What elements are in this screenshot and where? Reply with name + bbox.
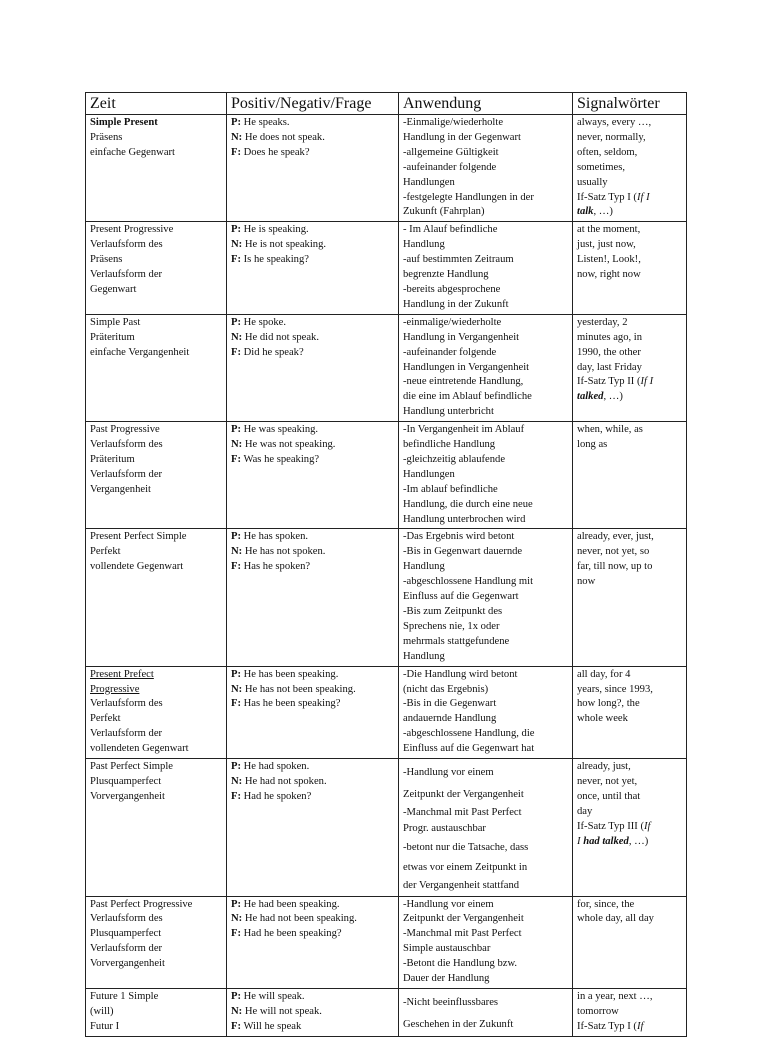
usage-line: Handlung bbox=[403, 650, 445, 662]
usage-line: Handlung bbox=[403, 239, 445, 251]
usage-line: -auf bestimmten Zeitraum bbox=[403, 254, 514, 266]
zeit-cell bbox=[86, 666, 227, 758]
usage-line: -Im ablauf befindliche bbox=[403, 483, 498, 495]
tense-line: einfache Gegenwart bbox=[90, 146, 175, 158]
usage-line: -Handlung vor einem bbox=[403, 898, 494, 910]
table-header-row bbox=[86, 93, 687, 115]
usage-line: -aufeinander folgende bbox=[403, 161, 497, 173]
signal-cell bbox=[573, 422, 687, 529]
usage-line: die eine im Ablauf befindliche bbox=[403, 391, 532, 403]
pnf-cell bbox=[227, 115, 399, 222]
table-row bbox=[86, 896, 687, 988]
usage-line: (nicht das Ergebnis) bbox=[403, 683, 489, 695]
if-clause-cont: talk, …) bbox=[577, 206, 613, 218]
usage-line: Progr. austauschbar bbox=[403, 823, 486, 835]
usage-line: -festgelegte Handlungen in der bbox=[403, 191, 534, 203]
tense-line: Plusquamperfect bbox=[90, 775, 162, 787]
negative-example: N: He has not been speaking. bbox=[231, 683, 356, 695]
signal-line: now bbox=[577, 576, 596, 588]
tense-name: Past Progressive bbox=[90, 424, 160, 436]
usage-line: begrenzte Handlung bbox=[403, 269, 489, 281]
usage-line: -allgemeine Gültigkeit bbox=[403, 146, 499, 158]
if-clause: If-Satz Typ I (If I bbox=[577, 191, 650, 203]
signal-line: never, not yet, so bbox=[577, 546, 650, 558]
usage-line: Geschehen in der Zukunft bbox=[403, 1018, 514, 1030]
tense-name: Present Prefect bbox=[90, 668, 154, 680]
signal-line: whole day, all day bbox=[577, 913, 654, 925]
usage-line: der Vergangenheit stattfand bbox=[403, 879, 520, 891]
signal-line: already, ever, just, bbox=[577, 531, 654, 543]
usage-line: mehrmals stattgefundene bbox=[403, 635, 510, 647]
signal-cell bbox=[573, 989, 687, 1037]
signal-line: yesterday, 2 bbox=[577, 316, 628, 328]
signal-cell bbox=[573, 314, 687, 421]
tense-line: Präsens bbox=[90, 131, 123, 143]
table-row bbox=[86, 422, 687, 529]
tense-line: Verlaufsform des bbox=[90, 439, 163, 451]
tense-line: vollendeten Gegenwart bbox=[90, 743, 189, 755]
usage-line: -abgeschlossene Handlung, die bbox=[403, 728, 535, 740]
signal-line: day bbox=[577, 805, 593, 817]
header-signalwoerter: Signalwörter bbox=[573, 93, 687, 115]
question-example: F: Is he speaking? bbox=[231, 254, 309, 266]
header-anwendung: Anwendung bbox=[399, 93, 573, 115]
signal-line: Listen!, Look!, bbox=[577, 254, 641, 266]
signal-cell bbox=[573, 222, 687, 314]
signal-cell bbox=[573, 529, 687, 666]
usage-line: Handlungen in Vergangenheit bbox=[403, 361, 530, 373]
signal-line: for, since, the bbox=[577, 898, 635, 910]
usage-line: Handlung in der Gegenwart bbox=[403, 131, 521, 143]
usage-line: Handlung in der Zukunft bbox=[403, 298, 509, 310]
usage-line: Handlung bbox=[403, 561, 445, 573]
signal-line: never, not yet, bbox=[577, 775, 638, 787]
tense-line: einfache Vergangenheit bbox=[90, 346, 190, 358]
usage-line: -Bis in die Gegenwart bbox=[403, 698, 497, 710]
pnf-cell bbox=[227, 422, 399, 529]
signal-line: sometimes, bbox=[577, 161, 625, 173]
question-example: F: Has he been speaking? bbox=[231, 698, 341, 710]
table-row bbox=[86, 314, 687, 421]
negative-example: N: He did not speak. bbox=[231, 331, 319, 343]
zeit-cell bbox=[86, 759, 227, 897]
anwendung-cell bbox=[399, 989, 573, 1037]
signal-cell bbox=[573, 115, 687, 222]
usage-line: -Bis zum Zeitpunkt des bbox=[403, 606, 503, 617]
signal-line: how long?, the bbox=[577, 698, 640, 710]
signal-line: whole week bbox=[577, 713, 628, 725]
tense-name: Present Progressive bbox=[90, 224, 174, 236]
signal-line: far, till now, up to bbox=[577, 561, 653, 573]
signal-line: long as bbox=[577, 439, 608, 451]
question-example: F: Did he speak? bbox=[231, 346, 304, 358]
usage-line: -Handlung vor einem bbox=[403, 767, 494, 779]
tense-name: Past Perfect Simple bbox=[90, 761, 173, 773]
negative-example: N: He does not speak. bbox=[231, 131, 325, 143]
tense-name: Present Perfect Simple bbox=[90, 531, 187, 543]
anwendung-cell bbox=[399, 422, 573, 529]
usage-line: Einfluss auf die Gegenwart hat bbox=[403, 743, 535, 755]
usage-line: -Bis in Gegenwart dauernde bbox=[403, 546, 523, 558]
usage-line: andauernde Handlung bbox=[403, 713, 497, 725]
tense-name: Simple Past bbox=[90, 316, 141, 328]
usage-line: Handlung unterbricht bbox=[403, 406, 494, 418]
if-clause: If-Satz Typ II (If I bbox=[577, 376, 654, 388]
negative-example: N: He was not speaking. bbox=[231, 439, 336, 451]
usage-line: -Die Handlung wird betont bbox=[403, 668, 518, 680]
pnf-cell bbox=[227, 529, 399, 666]
signal-cell bbox=[573, 666, 687, 758]
signal-line: in a year, next …, bbox=[577, 991, 653, 1002]
positive-example: P: He was speaking. bbox=[231, 424, 319, 436]
negative-example: N: He had not spoken. bbox=[231, 775, 327, 787]
tense-line: Vorvergangenheit bbox=[90, 958, 165, 970]
positive-example: P: He has been speaking. bbox=[231, 668, 339, 680]
question-example: F: Will he speak bbox=[231, 1020, 302, 1032]
usage-line: -In Vergangenheit im Ablauf bbox=[403, 424, 525, 436]
tense-name: Future 1 Simple bbox=[90, 991, 159, 1002]
pnf-cell bbox=[227, 222, 399, 314]
usage-line: -einmalige/wiederholte bbox=[403, 316, 502, 328]
tense-line: Verlaufsform der bbox=[90, 728, 163, 740]
usage-line: Zeitpunkt der Vergangenheit bbox=[403, 913, 524, 925]
positive-example: P: He had spoken. bbox=[231, 761, 310, 773]
tense-line: Plusquamperfect bbox=[90, 928, 162, 940]
signal-line: usually bbox=[577, 176, 608, 188]
usage-line: Handlung in Vergangenheit bbox=[403, 331, 520, 343]
signal-line: just, just now, bbox=[577, 239, 636, 251]
if-clause-cont: I had talked, …) bbox=[577, 835, 649, 847]
usage-line: Handlung unterbrochen wird bbox=[403, 513, 526, 525]
tense-line: Verlaufsform der bbox=[90, 468, 163, 480]
tense-line: vollendete Gegenwart bbox=[90, 561, 184, 573]
if-clause: If-Satz Typ III (If bbox=[577, 820, 651, 832]
signal-line: already, just, bbox=[577, 761, 631, 773]
table-row bbox=[86, 989, 687, 1037]
positive-example: P: He had been speaking. bbox=[231, 898, 340, 910]
tense-line: Perfekt bbox=[90, 546, 121, 558]
usage-line: Dauer der Handlung bbox=[403, 973, 490, 985]
usage-line: Zukunft (Fahrplan) bbox=[403, 206, 485, 218]
question-example: F: Was he speaking? bbox=[231, 453, 320, 465]
tense-line: Verlaufsform der bbox=[90, 943, 163, 955]
usage-line: Einfluss auf die Gegenwart bbox=[403, 591, 519, 603]
usage-line: -gleichzeitig ablaufende bbox=[403, 453, 506, 465]
positive-example: P: He speaks. bbox=[231, 117, 290, 128]
usage-line: -betont nur die Tatsache, dass bbox=[403, 842, 529, 854]
tense-line: Futur I bbox=[90, 1020, 120, 1032]
tense-line: Vorvergangenheit bbox=[90, 790, 165, 802]
signal-line: often, seldom, bbox=[577, 146, 638, 158]
tense-table bbox=[85, 92, 687, 1037]
usage-line: -abgeschlossene Handlung mit bbox=[403, 576, 534, 588]
tense-line: Präteritum bbox=[90, 331, 135, 343]
anwendung-cell bbox=[399, 759, 573, 897]
pnf-cell bbox=[227, 896, 399, 988]
usage-line: -Das Ergebnis wird betont bbox=[403, 531, 515, 543]
negative-example: N: He has not spoken. bbox=[231, 546, 326, 558]
tense-line: Gegenwart bbox=[90, 283, 137, 295]
usage-line: -aufeinander folgende bbox=[403, 346, 497, 358]
usage-line: Zeitpunkt der Vergangenheit bbox=[403, 788, 524, 800]
usage-line: Simple austauschbar bbox=[403, 943, 491, 955]
tense-name: Progressive bbox=[90, 683, 140, 695]
pnf-cell bbox=[227, 666, 399, 758]
question-example: F: Does he speak? bbox=[231, 146, 310, 158]
negative-example: N: He had not been speaking. bbox=[231, 913, 357, 925]
usage-line: befindliche Handlung bbox=[403, 439, 496, 451]
table-row bbox=[86, 529, 687, 666]
signal-line: always, every …, bbox=[577, 117, 652, 128]
usage-line: -Nicht beeinflussbares bbox=[403, 997, 499, 1008]
tense-line: Verlaufsform des bbox=[90, 913, 163, 925]
signal-line: minutes ago, in bbox=[577, 331, 643, 343]
if-clause-cont: talked, …) bbox=[577, 391, 623, 403]
header-zeit: Zeit bbox=[86, 93, 227, 115]
question-example: F: Had he been speaking? bbox=[231, 928, 342, 940]
question-example: F: Had he spoken? bbox=[231, 790, 312, 802]
usage-line: Handlungen bbox=[403, 468, 455, 480]
anwendung-cell bbox=[399, 666, 573, 758]
pnf-cell bbox=[227, 314, 399, 421]
tense-line: (will) bbox=[90, 1005, 114, 1017]
usage-line: -Einmalige/wiederholte bbox=[403, 117, 504, 128]
tense-name: Past Perfect Progressive bbox=[90, 898, 193, 910]
anwendung-cell bbox=[399, 529, 573, 666]
anwendung-cell bbox=[399, 222, 573, 314]
usage-line: -Manchmal mit Past Perfect bbox=[403, 928, 522, 940]
usage-line: -bereits abgesprochene bbox=[403, 283, 501, 295]
zeit-cell bbox=[86, 896, 227, 988]
table-row bbox=[86, 759, 687, 897]
tense-line: Präsens bbox=[90, 254, 123, 266]
positive-example: P: He will speak. bbox=[231, 991, 305, 1002]
table-row bbox=[86, 222, 687, 314]
header-positiv-negativ-frage: Positiv/Negativ/Frage bbox=[227, 93, 399, 115]
usage-line: etwas vor einem Zeitpunkt in bbox=[403, 861, 528, 873]
signal-line: day, last Friday bbox=[577, 361, 642, 373]
tense-line: Verlaufsform des bbox=[90, 698, 163, 710]
signal-line: when, while, as bbox=[577, 424, 643, 436]
question-example: F: Has he spoken? bbox=[231, 561, 311, 573]
anwendung-cell bbox=[399, 314, 573, 421]
signal-line: 1990, the other bbox=[577, 346, 641, 358]
pnf-cell bbox=[227, 759, 399, 897]
tense-line: Perfekt bbox=[90, 713, 121, 725]
zeit-cell bbox=[86, 529, 227, 666]
zeit-cell bbox=[86, 115, 227, 222]
signal-line: once, until that bbox=[577, 790, 641, 802]
signal-line: at the moment, bbox=[577, 224, 641, 236]
table-row bbox=[86, 666, 687, 758]
anwendung-cell bbox=[399, 115, 573, 222]
zeit-cell bbox=[86, 422, 227, 529]
positive-example: P: He has spoken. bbox=[231, 531, 309, 543]
usage-line: -Betont die Handlung bzw. bbox=[403, 958, 518, 970]
tense-line: Vergangenheit bbox=[90, 483, 151, 495]
usage-line: -neue eintretende Handlung, bbox=[403, 376, 524, 388]
usage-line: Sprechens nie, 1x oder bbox=[403, 620, 500, 632]
signal-cell bbox=[573, 759, 687, 897]
tense-line: Verlaufsform der bbox=[90, 269, 163, 281]
signal-line: all day, for 4 bbox=[577, 668, 631, 680]
negative-example: N: He is not speaking. bbox=[231, 239, 327, 251]
signal-line: tomorrow bbox=[577, 1005, 619, 1017]
usage-line: - Im Alauf befindliche bbox=[403, 224, 498, 236]
zeit-cell bbox=[86, 222, 227, 314]
signal-cell bbox=[573, 896, 687, 988]
usage-line: Handlung, die durch eine neue bbox=[403, 498, 533, 510]
signal-line: years, since 1993, bbox=[577, 683, 653, 695]
positive-example: P: He spoke. bbox=[231, 316, 287, 328]
signal-line: never, normally, bbox=[577, 131, 646, 143]
zeit-cell bbox=[86, 989, 227, 1037]
tense-line: Verlaufsform des bbox=[90, 239, 163, 251]
usage-line: -Manchmal mit Past Perfect bbox=[403, 807, 522, 819]
anwendung-cell bbox=[399, 896, 573, 988]
table-row bbox=[86, 115, 687, 222]
pnf-cell bbox=[227, 989, 399, 1037]
positive-example: P: He is speaking. bbox=[231, 224, 309, 236]
negative-example: N: He will not speak. bbox=[231, 1005, 322, 1017]
signal-line: now, right now bbox=[577, 269, 641, 281]
tense-name: Simple Present bbox=[90, 117, 158, 128]
zeit-cell bbox=[86, 314, 227, 421]
tense-line: Präteritum bbox=[90, 453, 135, 465]
usage-line: Handlungen bbox=[403, 176, 455, 188]
if-clause: If-Satz Typ I (If bbox=[577, 1020, 644, 1032]
